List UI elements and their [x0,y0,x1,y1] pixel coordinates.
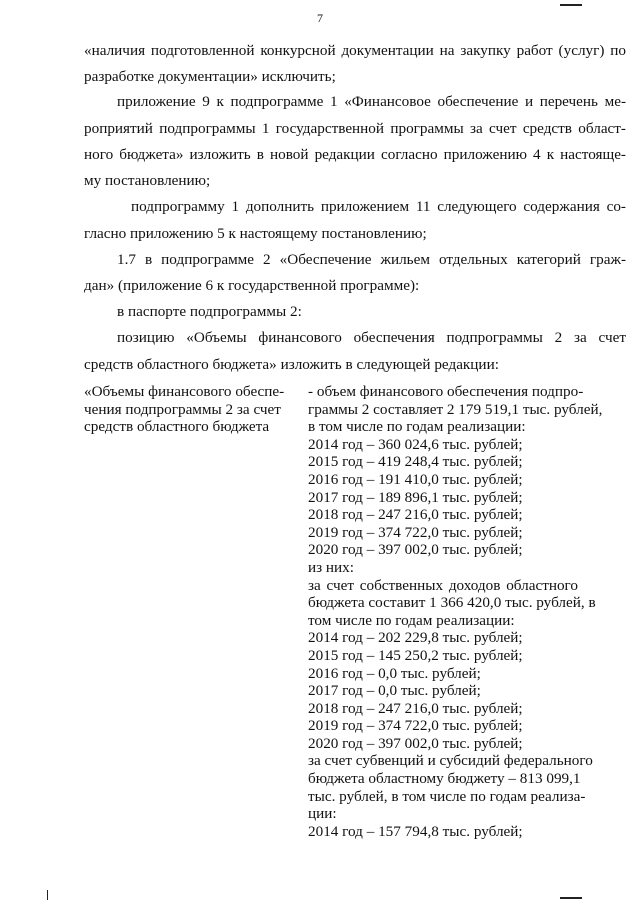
paragraph-line: средств областного бюджета» изложить в следующей редакции: [84,356,499,373]
table-right-line: из них: [308,558,354,576]
table-right-line: бюджета областному бюджету – 813 099,1 [308,770,581,788]
paragraph-line: в паспорте подпрограммы 2: [117,303,302,320]
paragraph-line: роприятий подпрограммы 1 государственной программы за счет средств област- [84,120,626,137]
table-right-cell [308,383,603,840]
table-right-line: 2019 год – 374 722,0 тыс. рублей; [308,717,523,735]
table-right-line: 2016 год – 0,0 тыс. рублей; [308,664,481,682]
table-right-line: бюджета составит 1 366 420,0 тыс. рублей, в [308,594,596,612]
table-right-line: ции: [308,805,337,823]
scan-mark-top [560,4,582,6]
table-right-line: за счет субвенций и субсидий федерального [308,752,593,770]
table-right-line: 2015 год – 419 248,4 тыс. рублей; [308,453,523,471]
scan-mark-bottom [560,897,582,899]
table-right-line: 2017 год – 0,0 тыс. рублей; [308,682,481,700]
paragraph-line: «наличия подготовленной конкурсной документации на закупку работ (услуг) по [84,42,626,59]
table-right-line: 2019 год – 374 722,0 тыс. рублей; [308,523,523,541]
paragraph-line: дан» (приложение 6 к государственной программе): [84,277,420,294]
paragraph-line: 1.7 в подпрограмме 2 «Обеспечение жильем отдельных категорий граж- [117,251,626,268]
table-right-line: 2016 год – 191 410,0 тыс. рублей; [308,470,523,488]
paragraph-line: разработке документации» исключить; [84,68,336,85]
table-right-line: 2017 год – 189 896,1 тыс. рублей; [308,488,523,506]
table-right-line: 2014 год – 360 024,6 тыс. рублей; [308,435,523,453]
paragraph-line: подпрограмму 1 дополнить приложением 11 следующего содержания со- [131,198,626,215]
scan-mark-left [47,890,48,900]
table-right-line: 2018 год – 247 216,0 тыс. рублей; [308,506,523,524]
table-left-line: средств областного бюджета [84,418,270,436]
table-right-line: 2018 год – 247 216,0 тыс. рублей; [308,699,523,717]
paragraph-line: ного бюджета» изложить в новой редакции согласно приложению 4 к настояще- [84,146,626,163]
table-right-line: 2014 год – 202 229,8 тыс. рублей; [308,629,523,647]
paragraph-line: му постановлению; [84,172,211,189]
table-right-line: 2014 год – 157 794,8 тыс. рублей; [308,822,523,840]
table-right-line: в том числе по годам реализации: [308,418,526,436]
paragraph-line: гласно приложению 5 к настоящему постановлению; [84,225,427,242]
table-right-line: том числе по годам реализации: [308,611,515,629]
table-right-line: граммы 2 составляет 2 179 519,1 тыс. рублей, [308,400,603,418]
table-left-cell [84,383,285,436]
page-number: 7 [317,11,323,25]
table-right-line: - объем финансового обеспечения подпро- [308,383,584,400]
table-right-line: 2020 год – 397 002,0 тыс. рублей; [308,734,523,752]
table-left-line: чения подпрограммы 2 за счет [84,400,281,418]
table-right-line: за счет собственных доходов областного [308,576,578,594]
table-right-line: 2015 год – 145 250,2 тыс. рублей; [308,646,523,664]
table-right-line: тыс. рублей, в том числе по годам реализа- [308,787,586,805]
paragraph-line: позицию «Объемы финансового обеспечения подпрограммы 2 за счет [117,329,626,346]
paragraph-line: приложение 9 к подпрограмме 1 «Финансовое обеспечение и перечень ме- [117,93,626,110]
table-right-line: 2020 год – 397 002,0 тыс. рублей; [308,541,523,559]
table-left-line: «Объемы финансового обеспе- [84,383,285,400]
